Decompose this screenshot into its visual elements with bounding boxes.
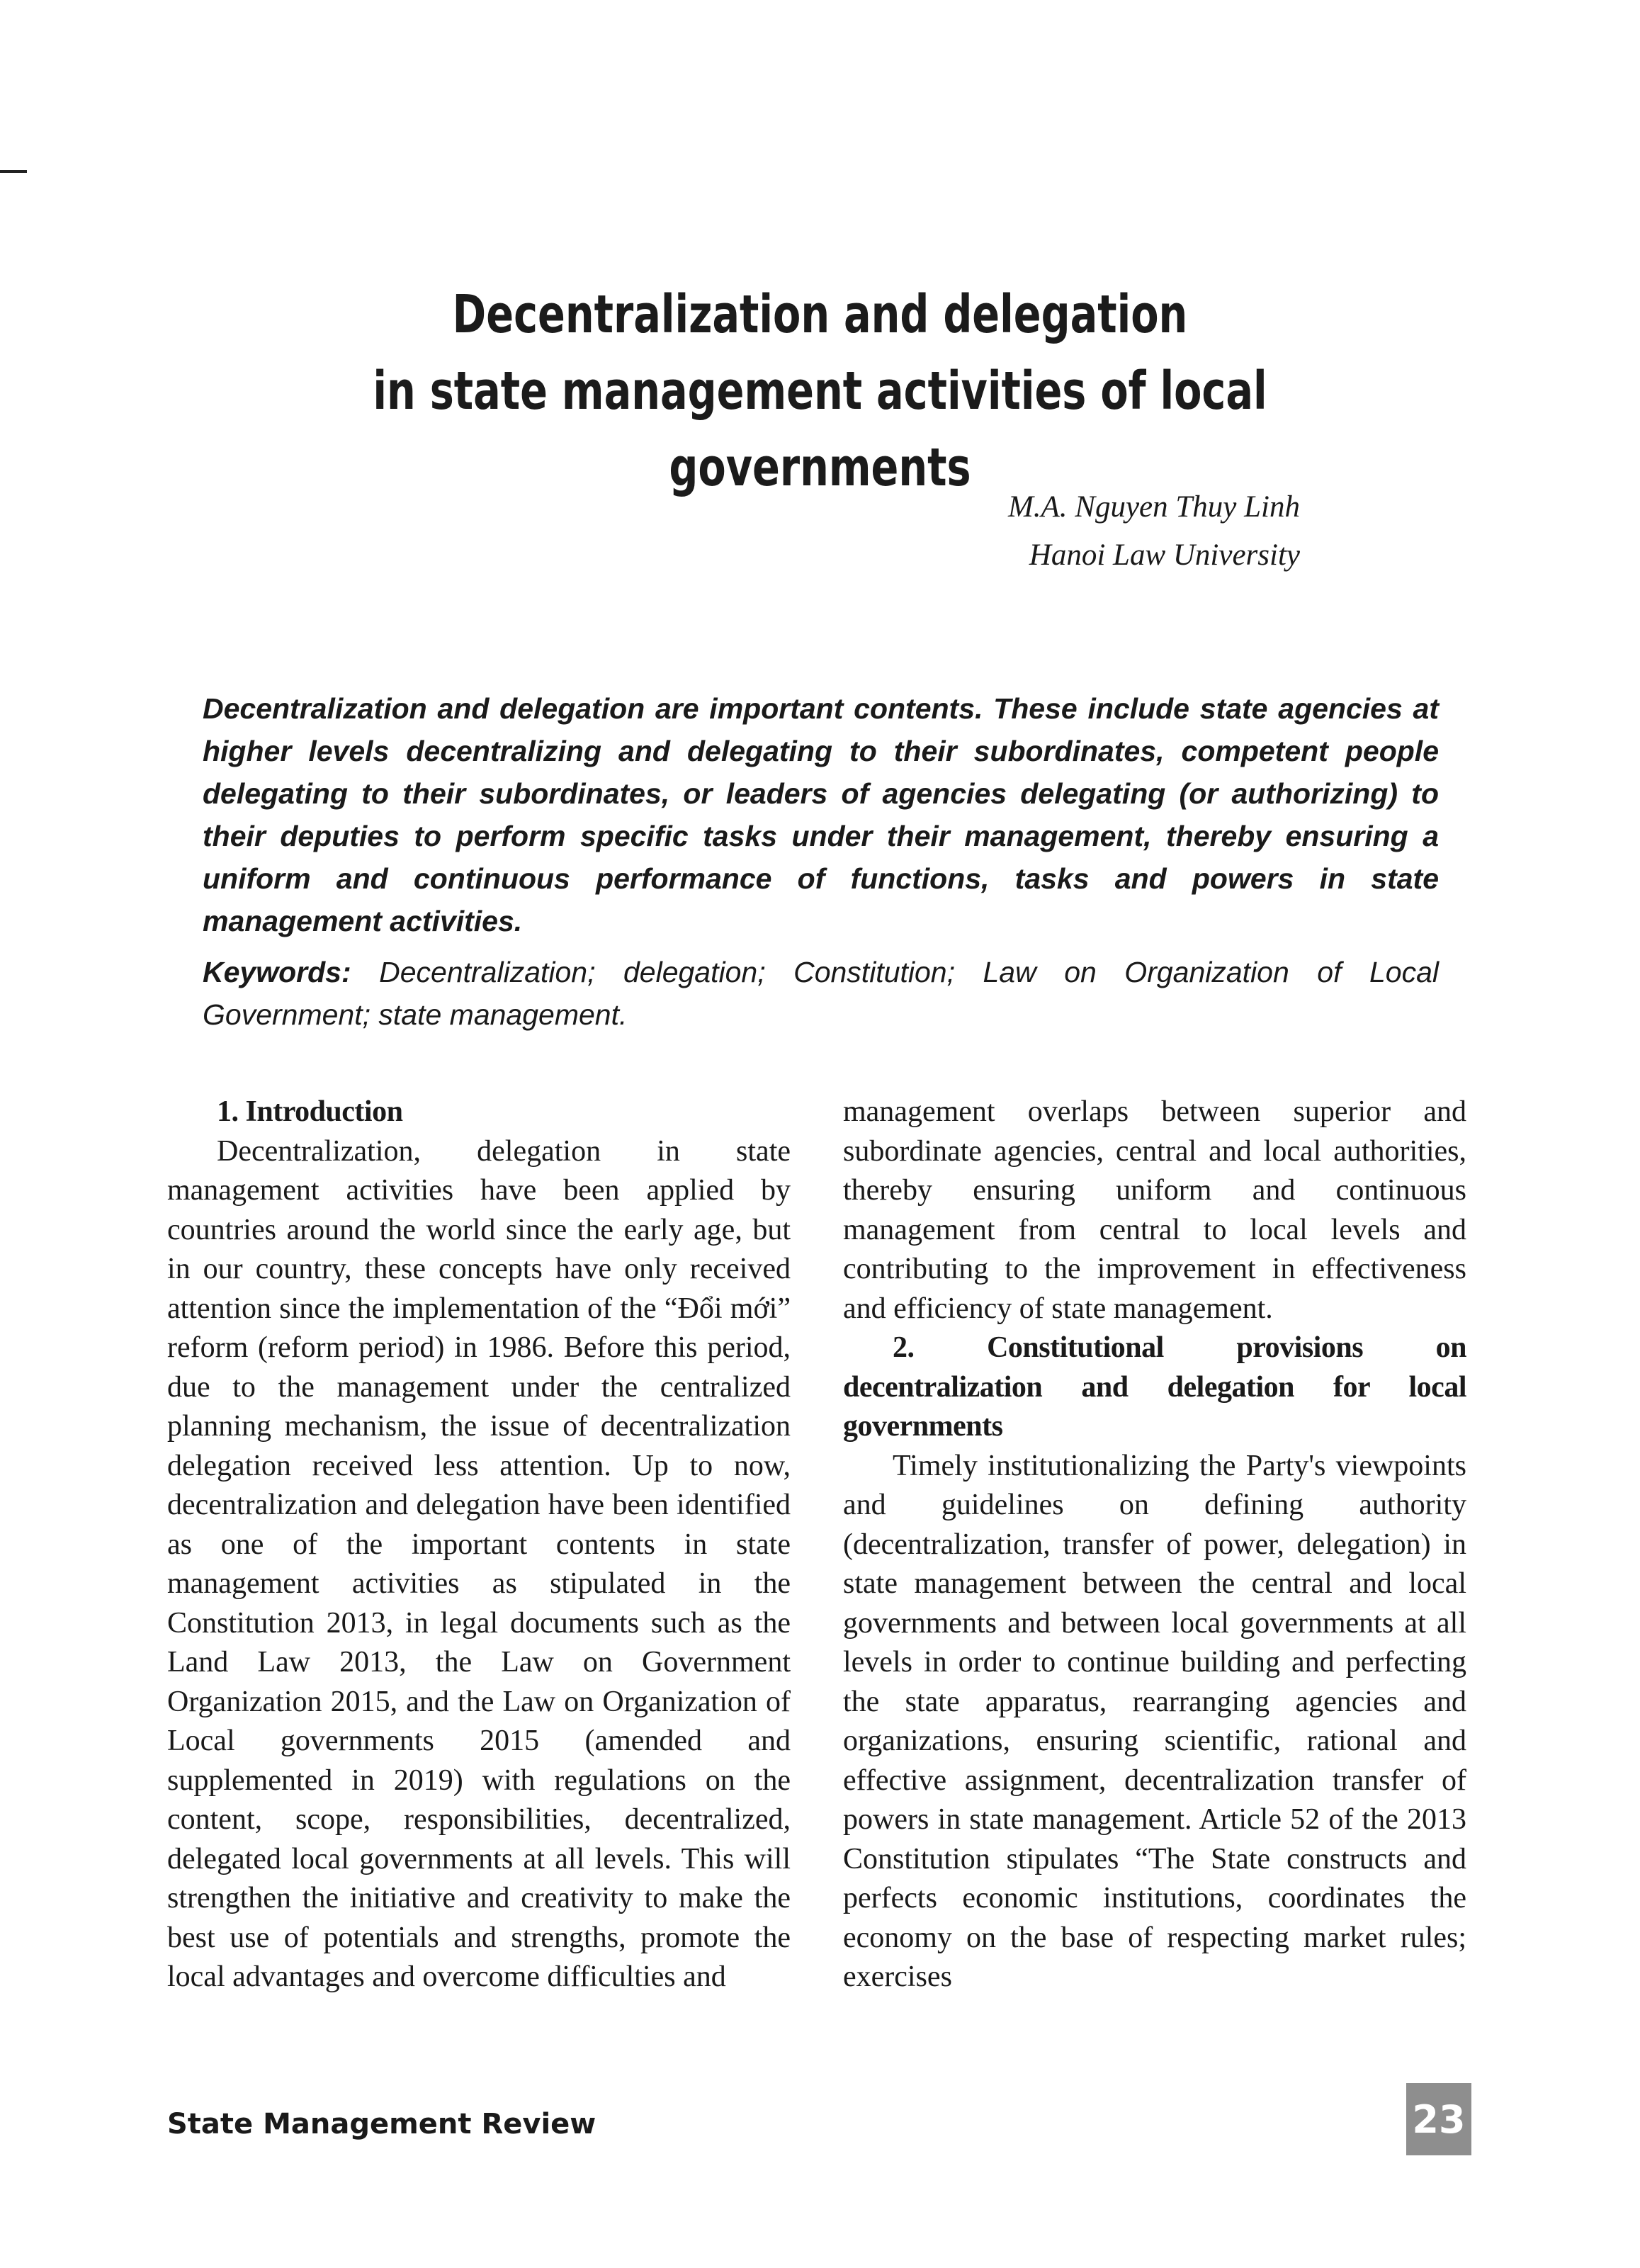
keywords-label: Keywords: — [203, 956, 351, 988]
right-column — [843, 1093, 1466, 1997]
section-1-heading: 1. Introduction — [217, 1095, 403, 1128]
section-1-paragraph: Decentralization, delegation in state management activities have been applied by countries around the world since the early age, but in our country, these concepts have only received attention since the implementation of the “Đổi mới” reform (reform period) in 1986. Before this period, due to the management under the centralized planning mechanism, the issue of decentralization delegation received less attention. Up to now, decentralization and delegation have been identified as one of the important contents in state management activities as stipulated in the Constitution 2013, in legal documents such as the Land Law 2013, the Law on Government Organization 2015, and the Law on Organization of Local governments 2015 (amended and supplemented in 2019) with regulations on the content, scope, responsibilities, decentralized, delegated local governments at all levels. This will strengthen the initiative and creativity to make the best use of potentials and strengths, promote the local advantages and overcome difficulties and — [167, 1134, 791, 1993]
article-title — [237, 276, 1403, 506]
author-block — [1008, 483, 1300, 580]
author-name: M.A. Nguyen Thuy Linh — [1007, 490, 1300, 524]
journal-name: State Management Review — [167, 2108, 596, 2140]
section-2-heading: 2. Constitutional provisions on decentralization and delegation for local governments — [843, 1331, 1466, 1443]
section-1-continuation: management overlaps between superior and subordinate agencies, central and local authorities, thereby ensuring uniform and continuous management from central to local levels and contributing to the improvement in effectiveness and efficiency of state management. — [843, 1095, 1466, 1325]
left-column — [167, 1093, 791, 1997]
author-affiliation: Hanoi Law University — [1029, 538, 1300, 572]
keywords-list: Decentralization; delegation; Constitution; Law on Organization of Local Government; state management. — [203, 956, 1439, 1031]
title-line-1: Decentralization and delegation — [452, 284, 1188, 345]
crop-mark — [0, 170, 27, 173]
page-number: 23 — [1406, 2083, 1471, 2155]
abstract — [203, 687, 1439, 1036]
abstract-text: Decentralization and delegation are important contents. These include state agencies at higher levels decentralizing and delegating to their subordinates, competent people delegating to their subordinates, or leaders of agencies delegating (or authorizing) to their deputies to perform specific tasks under their management, thereby ensuring a uniform and continuous performance of functions, tasks and powers in state management activities. — [203, 692, 1439, 937]
title-line-2: in state management activities of local governments — [373, 361, 1267, 498]
section-2-paragraph: Timely institutionalizing the Party's viewpoints and guidelines on defining authority (decentralization, transfer of power, delegation) in state management between the central and local governments and between local governments at all levels in order to continue building and perfecting the state apparatus, rearranging agencies and organizations, ensuring scientific, rational and effective assignment, decentralization transfer of powers in state management. Article 52 of the 2013 Constitution stipulates “The State constructs and perfects economic institutions, coordinates the economy on the base of respecting market rules; exercises — [843, 1449, 1466, 1993]
keywords — [203, 951, 1439, 1036]
